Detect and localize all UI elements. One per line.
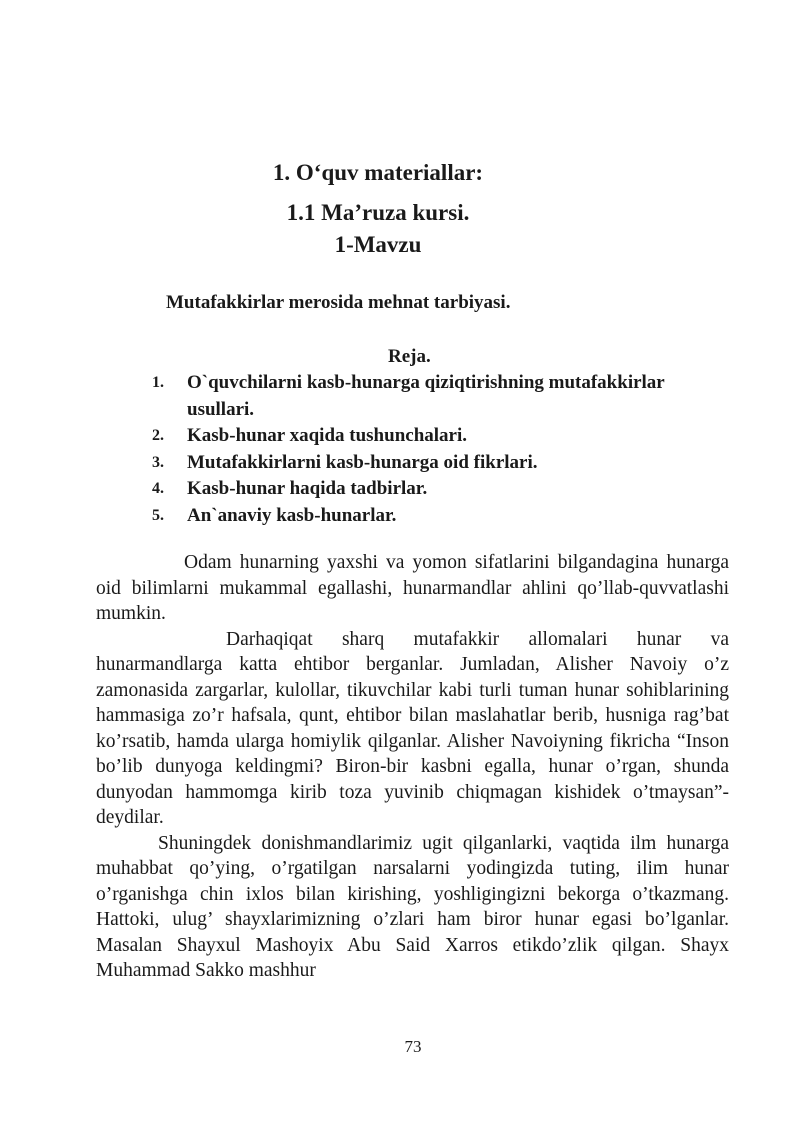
body-text <box>96 550 729 984</box>
topic-title: Mutafakkirlar merosida mehnat tarbiyasi. <box>166 292 511 313</box>
plan-item <box>152 450 672 477</box>
page-number: 73 <box>404 1037 422 1056</box>
plan-list <box>152 370 672 529</box>
plan-item-number: 5. <box>152 506 164 524</box>
plan-item-text: Mutafakkirlarni kasb-hunarga oid fikrlari. <box>187 451 538 473</box>
paragraph: Darhaqiqat sharq mutafakkir allomalari hunar va hunarmandlarga katta ehtibor berganlar. Jumladan, Alisher Navoiy o’z zamonasida zargarlar, kulollar, tikuvchilar kabi turli tuman hunar sohiblarining hammasiga zo’r hafsala, qunt, ehtibor bilan maslahatlar berib, husniga rag’bat ko’rsatib, hamda ularga homiylik qilganlar. Alisher Navoiyning fikricha “Inson bo’lib dunyoga keldingmi? Biron-bir kasbni egalla, hunar o’rgan, shunda dunyodan hammomga kirib toza yuvinib chiqmagan kishidek o’tmaysan”- deydilar. <box>96 628 729 828</box>
plan-item <box>152 503 672 530</box>
plan-item-number: 1. <box>152 374 164 391</box>
paragraph: Shuningdek donishmandlarimiz ugit qilganlarki, vaqtida ilm hunarga muhabbat qo’ying, o’rgatilgan narsalarni yodingizda tuting, ilim hunar o’rganishga chin ixlos bilan kirishing, yoshligingizni bekorga o’tkazmang. Hattoki, ulug’ shayxlarimizning o’zlari ham biror hunar egasi bo’lganlar. Masalan Shayxul Mashoyix Abu Said Xarros etikdo’zlik qilgan. Shayx Muhammad Sakko mashhur <box>96 832 729 981</box>
plan-item-number: 2. <box>152 427 164 444</box>
plan-item-text: Kasb-hunar xaqida tushunchalari. <box>187 425 467 446</box>
topic-number: 1-Mavzu <box>334 232 422 257</box>
plan-item-number: 3. <box>152 453 164 471</box>
plan-item <box>152 423 672 450</box>
plan-item <box>152 370 672 423</box>
plan-item-text: Kasb-hunar haqida tadbirlar. <box>187 478 428 499</box>
plan-item <box>152 476 672 503</box>
section-title: 1.1 Ma’ruza kursi. <box>286 200 470 225</box>
plan-item-text: An`anaviy kasb-hunarlar. <box>187 504 397 526</box>
plan-heading: Reja. <box>388 346 431 367</box>
plan-item-number: 4. <box>152 480 164 497</box>
chapter-title: 1. O‘quv materiallar: <box>272 160 484 185</box>
plan-item-text: O`quvchilarni kasb-hunarga qiziqtirishning mutafakkirlar usullari. <box>187 372 665 420</box>
paragraph: Odam hunarning yaxshi va yomon sifatlarini bilgandagina hunarga oid bilimlarni mukammal egallashi, hunarmandlar ahlini qo’llab-quvvatlashi mumkin. <box>96 552 729 624</box>
